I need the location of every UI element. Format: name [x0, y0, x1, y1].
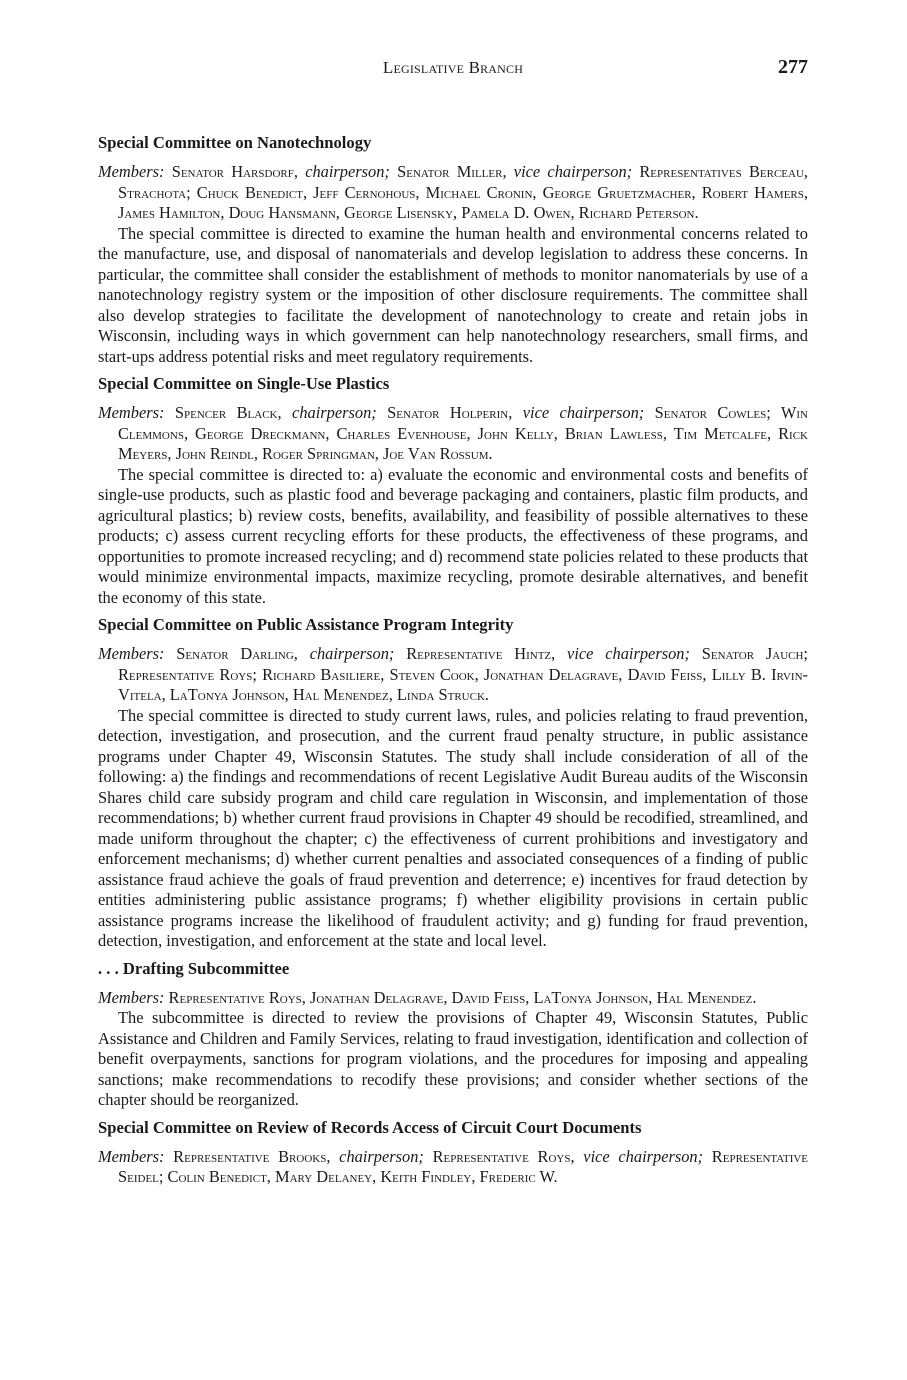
- committee-heading: Special Committee on Public Assistance Program Integrity: [98, 615, 514, 634]
- committee-description: The special committee is directed to study current laws, rules, and policies relating to fraud prevention, detection, investigation, and prosecution, and the current fraud penalty structure, in public assistance programs under Chapter 49, Wisconsin Statutes. The study shall include consideration of all of the following: a) the findings and recommendations of recent Legislative Audit Bureau audits of the Wisconsin Shares child care subsidy program and child care regulation in Wisconsin, and implementation of those recommendations; b) whether current fraud provisions in Chapter 49 should be recodified, streamlined, and made uniform throughout the chapter; c) the effectiveness of current prohibitions and investigatory and enforcement mechanisms; d) whether current penalties and associated consequences of a finding of public assistance fraud achieve the goals of fraud prevention and deterrence; e) incentives for fraud detection by entities administering public assistance programs; f) whether eligibility provisions in certain public assistance programs increase the likelihood of fraudulent activity; and g) funding for fraud prevention, detection, investigation, and enforcement at the state and local level.: [98, 705, 808, 950]
- member-names: Senator Cowles; Win Clemmons, George Dreckmann, Charles Evenhouse, John Kelly, Brian Lawless, Tim Metcalfe, Rick Meyers, John Reindl, Roger Springman, Joe Van Rossum.: [118, 403, 809, 463]
- members-label: Members:: [98, 403, 165, 422]
- committee-heading: Special Committee on Review of Records Access of Circuit Court Documents: [98, 1117, 642, 1137]
- member-role: vice chairperson;: [583, 1146, 704, 1166]
- document-body: [98, 132, 808, 1194]
- member-role: chairperson;: [309, 644, 395, 663]
- committee-section: [98, 132, 808, 367]
- member-role: vice chairperson;: [567, 644, 690, 663]
- committee-heading: Special Committee on Single-Use Plastics: [98, 374, 390, 393]
- committee-section: [98, 373, 808, 608]
- page-number: 277: [778, 56, 808, 78]
- committee-section: [98, 614, 808, 952]
- subcommittee-heading: . . . Drafting Subcommittee: [98, 958, 290, 978]
- member-names: Senator Holperin,: [376, 403, 523, 422]
- members-list: [98, 1147, 808, 1188]
- running-title: Legislative Branch: [382, 58, 524, 77]
- member-names: Representative Roys, Jonathan Delagrave, David Feiss, LaTonya Johnson, Hal Menendez.: [164, 987, 757, 1007]
- committee-section: [98, 1117, 808, 1188]
- member-role: chairperson;: [305, 162, 390, 181]
- member-names: Spencer Black,: [164, 403, 293, 422]
- member-names: Senator Darling,: [164, 644, 310, 663]
- member-names: Representative Hintz,: [394, 644, 568, 663]
- members-list: [98, 403, 808, 465]
- members-list: [98, 988, 808, 1009]
- members-label: Members:: [98, 1146, 165, 1166]
- committee-description: The special committee is directed to examine the human health and environmental concerns related to the manufacture, use, and disposal of nanomaterials and develop legislation to address these concerns. In particular, the committee shall consider the establishment of methods to monitor nanomaterials by use of a nanotechnology registry system or the imposition of other disclosure requirements. The committee shall also develop strategies to facilitate the development of nanotechnology to create and retain jobs in Wisconsin, including ways in which government can help nanotechnology researchers, small firms, and start-ups address potential risks and meet regulatory requirements.: [98, 223, 808, 366]
- committee-heading: Special Committee on Nanotechnology: [98, 133, 372, 152]
- member-names: Senator Jauch; Representative Roys; Richard Basiliere, Steven Cook, Jonathan Delagrave, David Feiss, Lilly B. Irvin-Vitela, LaTonya Johnson, Hal Menendez, Linda Struck.: [118, 644, 808, 704]
- subcommittee-description: The subcommittee is directed to review the provisions of Chapter 49, Wisconsin Statutes, Public Assistance and Children and Family Services, relating to fraud investigation, identification and collection of benefit overpayments, sanctions for program violations, and the procedures for imposing and appealing sanctions; make recommendations to recodify these provisions; and consider whether sections of the chapter should be reorganized.: [98, 1008, 808, 1109]
- committee-description: The special committee is directed to: a) evaluate the economic and environmental costs and benefits of single-use products, such as plastic food and beverage packaging and containers, plastic film products, and agricultural plastics; b) review costs, benefits, availability, and feasibility of possible alternatives to these products; c) assess current recycling efforts for these products, the effectiveness of these programs, and opportunities to promote increased recycling; and d) recommend state policies related to these products that would minimize environmental impacts, maximize recycling, promote desirable alternatives, and benefit the economy of this state.: [98, 464, 808, 607]
- member-names: Representative Seidel; Colin Benedict, Mary Delaney, Keith Findley, Frederic W.: [118, 1146, 809, 1186]
- members-label: Members:: [98, 162, 165, 181]
- member-names: Representative Brooks,: [164, 1146, 340, 1166]
- member-role: chairperson;: [292, 403, 377, 422]
- member-names: Senator Harsdorf,: [164, 162, 306, 181]
- member-names: Representatives Berceau, Strachota; Chuck Benedict, Jeff Cernohous, Michael Cronin, George Gruetzmacher, Robert Hamers, James Hamilton, Doug Hansmann, George Lisensky, Pamela D. Owen, Richard Peterson.: [118, 162, 808, 222]
- member-names: Senator Miller,: [389, 162, 514, 181]
- member-names: Representative Roys,: [423, 1146, 584, 1166]
- member-role: vice chairperson;: [513, 162, 633, 181]
- member-role: vice chairperson;: [522, 403, 645, 422]
- member-role: chairperson;: [339, 1146, 424, 1166]
- members-list: [98, 162, 808, 224]
- members-list: [98, 644, 808, 706]
- members-label: Members:: [98, 987, 165, 1007]
- running-header: [98, 56, 808, 80]
- subcommittee-section: [98, 958, 808, 1111]
- members-label: Members:: [98, 644, 165, 663]
